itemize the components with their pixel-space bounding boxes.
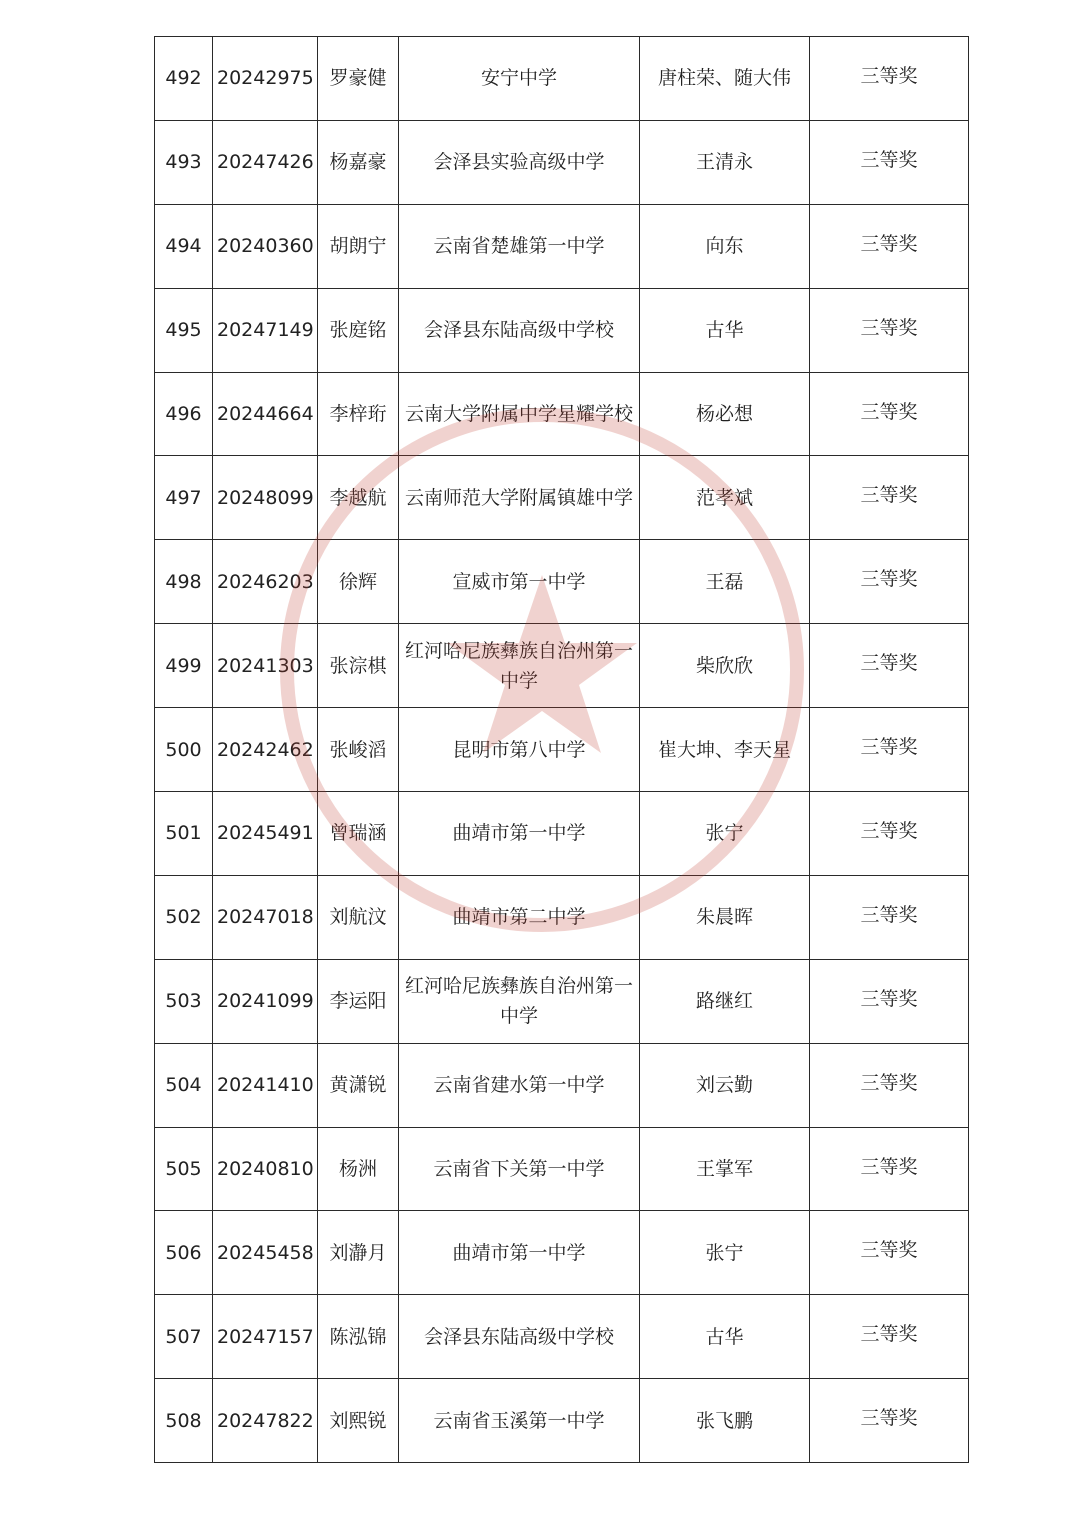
student-name-cell: 徐辉 bbox=[318, 540, 399, 624]
row-number-cell: 506 bbox=[155, 1211, 213, 1295]
student-id-cell: 20245491 bbox=[213, 792, 318, 876]
student-id-cell: 20244664 bbox=[213, 372, 318, 456]
student-name-cell: 杨洲 bbox=[318, 1127, 399, 1211]
table-row bbox=[155, 204, 969, 288]
row-number-cell: 502 bbox=[155, 875, 213, 959]
prize-cell: 三等奖 bbox=[810, 204, 969, 288]
student-id-cell: 20247822 bbox=[213, 1379, 318, 1463]
student-id-cell: 20241099 bbox=[213, 959, 318, 1043]
student-id-cell: 20242462 bbox=[213, 708, 318, 792]
student-name-cell: 曾瑞涵 bbox=[318, 792, 399, 876]
teacher-cell: 路继红 bbox=[640, 959, 810, 1043]
student-name-cell: 张峻滔 bbox=[318, 708, 399, 792]
prize-cell: 三等奖 bbox=[810, 372, 969, 456]
row-number-cell: 496 bbox=[155, 372, 213, 456]
row-number-cell: 505 bbox=[155, 1127, 213, 1211]
row-number-cell: 495 bbox=[155, 288, 213, 372]
table-row bbox=[155, 37, 969, 121]
school-cell: 曲靖市第一中学 bbox=[399, 792, 640, 876]
school-cell: 安宁中学 bbox=[399, 37, 640, 121]
teacher-cell: 古华 bbox=[640, 288, 810, 372]
table-row bbox=[155, 624, 969, 708]
teacher-cell: 唐柱荣、随大伟 bbox=[640, 37, 810, 121]
student-name-cell: 李越航 bbox=[318, 456, 399, 540]
teacher-cell: 范孝斌 bbox=[640, 456, 810, 540]
teacher-cell: 王磊 bbox=[640, 540, 810, 624]
prize-cell: 三等奖 bbox=[810, 1127, 969, 1211]
table-row bbox=[155, 456, 969, 540]
school-cell: 云南省下关第一中学 bbox=[399, 1127, 640, 1211]
table-row bbox=[155, 1043, 969, 1127]
table-row bbox=[155, 708, 969, 792]
school-cell: 曲靖市第一中学 bbox=[399, 1211, 640, 1295]
table-row bbox=[155, 875, 969, 959]
teacher-cell: 王清永 bbox=[640, 120, 810, 204]
table-row bbox=[155, 540, 969, 624]
school-cell: 会泽县东陆高级中学校 bbox=[399, 288, 640, 372]
row-number-cell: 500 bbox=[155, 708, 213, 792]
student-id-cell: 20247426 bbox=[213, 120, 318, 204]
student-name-cell: 张庭铭 bbox=[318, 288, 399, 372]
prize-cell: 三等奖 bbox=[810, 1211, 969, 1295]
student-id-cell: 20240810 bbox=[213, 1127, 318, 1211]
school-cell: 会泽县东陆高级中学校 bbox=[399, 1295, 640, 1379]
student-name-cell: 杨嘉豪 bbox=[318, 120, 399, 204]
student-name-cell: 黄潇锐 bbox=[318, 1043, 399, 1127]
prize-cell: 三等奖 bbox=[810, 540, 969, 624]
award-table-body bbox=[155, 37, 969, 1463]
student-name-cell: 刘熙锐 bbox=[318, 1379, 399, 1463]
prize-cell: 三等奖 bbox=[810, 792, 969, 876]
student-id-cell: 20246203 bbox=[213, 540, 318, 624]
table-row bbox=[155, 120, 969, 204]
school-cell: 曲靖市第二中学 bbox=[399, 875, 640, 959]
table-row bbox=[155, 1127, 969, 1211]
table-row bbox=[155, 1295, 969, 1379]
prize-cell: 三等奖 bbox=[810, 37, 969, 121]
row-number-cell: 498 bbox=[155, 540, 213, 624]
table-row bbox=[155, 959, 969, 1043]
student-id-cell: 20240360 bbox=[213, 204, 318, 288]
teacher-cell: 杨必想 bbox=[640, 372, 810, 456]
row-number-cell: 493 bbox=[155, 120, 213, 204]
prize-cell: 三等奖 bbox=[810, 288, 969, 372]
student-id-cell: 20247149 bbox=[213, 288, 318, 372]
student-id-cell: 20241410 bbox=[213, 1043, 318, 1127]
student-name-cell: 刘航汶 bbox=[318, 875, 399, 959]
teacher-cell: 张飞鹏 bbox=[640, 1379, 810, 1463]
table-row bbox=[155, 792, 969, 876]
student-id-cell: 20248099 bbox=[213, 456, 318, 540]
school-cell: 红河哈尼族彝族自治州第一中学 bbox=[399, 624, 640, 708]
prize-cell: 三等奖 bbox=[810, 456, 969, 540]
teacher-cell: 张宁 bbox=[640, 792, 810, 876]
table-row bbox=[155, 1379, 969, 1463]
teacher-cell: 崔大坤、李天星 bbox=[640, 708, 810, 792]
student-id-cell: 20245458 bbox=[213, 1211, 318, 1295]
table-row bbox=[155, 288, 969, 372]
school-cell: 云南省楚雄第一中学 bbox=[399, 204, 640, 288]
row-number-cell: 508 bbox=[155, 1379, 213, 1463]
row-number-cell: 492 bbox=[155, 37, 213, 121]
school-cell: 宣威市第一中学 bbox=[399, 540, 640, 624]
row-number-cell: 497 bbox=[155, 456, 213, 540]
school-cell: 云南师范大学附属镇雄中学 bbox=[399, 456, 640, 540]
row-number-cell: 503 bbox=[155, 959, 213, 1043]
student-id-cell: 20247157 bbox=[213, 1295, 318, 1379]
prize-cell: 三等奖 bbox=[810, 1043, 969, 1127]
row-number-cell: 494 bbox=[155, 204, 213, 288]
school-cell: 会泽县实验高级中学 bbox=[399, 120, 640, 204]
teacher-cell: 朱晨晖 bbox=[640, 875, 810, 959]
student-name-cell: 张淙棋 bbox=[318, 624, 399, 708]
school-cell: 云南省建水第一中学 bbox=[399, 1043, 640, 1127]
student-name-cell: 罗豪健 bbox=[318, 37, 399, 121]
prize-cell: 三等奖 bbox=[810, 1295, 969, 1379]
row-number-cell: 499 bbox=[155, 624, 213, 708]
prize-cell: 三等奖 bbox=[810, 875, 969, 959]
school-cell: 云南大学附属中学星耀学校 bbox=[399, 372, 640, 456]
teacher-cell: 古华 bbox=[640, 1295, 810, 1379]
prize-cell: 三等奖 bbox=[810, 959, 969, 1043]
student-id-cell: 20247018 bbox=[213, 875, 318, 959]
student-name-cell: 李运阳 bbox=[318, 959, 399, 1043]
prize-cell: 三等奖 bbox=[810, 708, 969, 792]
school-cell: 云南省玉溪第一中学 bbox=[399, 1379, 640, 1463]
row-number-cell: 507 bbox=[155, 1295, 213, 1379]
row-number-cell: 504 bbox=[155, 1043, 213, 1127]
student-name-cell: 刘瀞月 bbox=[318, 1211, 399, 1295]
school-cell: 昆明市第八中学 bbox=[399, 708, 640, 792]
teacher-cell: 刘云勤 bbox=[640, 1043, 810, 1127]
table-row bbox=[155, 372, 969, 456]
student-name-cell: 陈泓锦 bbox=[318, 1295, 399, 1379]
school-cell: 红河哈尼族彝族自治州第一中学 bbox=[399, 959, 640, 1043]
teacher-cell: 柴欣欣 bbox=[640, 624, 810, 708]
award-table bbox=[154, 36, 969, 1463]
table-row bbox=[155, 1211, 969, 1295]
prize-cell: 三等奖 bbox=[810, 624, 969, 708]
prize-cell: 三等奖 bbox=[810, 1379, 969, 1463]
student-id-cell: 20241303 bbox=[213, 624, 318, 708]
student-name-cell: 李梓珩 bbox=[318, 372, 399, 456]
teacher-cell: 张宁 bbox=[640, 1211, 810, 1295]
teacher-cell: 向东 bbox=[640, 204, 810, 288]
row-number-cell: 501 bbox=[155, 792, 213, 876]
student-id-cell: 20242975 bbox=[213, 37, 318, 121]
student-name-cell: 胡朗宁 bbox=[318, 204, 399, 288]
prize-cell: 三等奖 bbox=[810, 120, 969, 204]
teacher-cell: 王掌军 bbox=[640, 1127, 810, 1211]
